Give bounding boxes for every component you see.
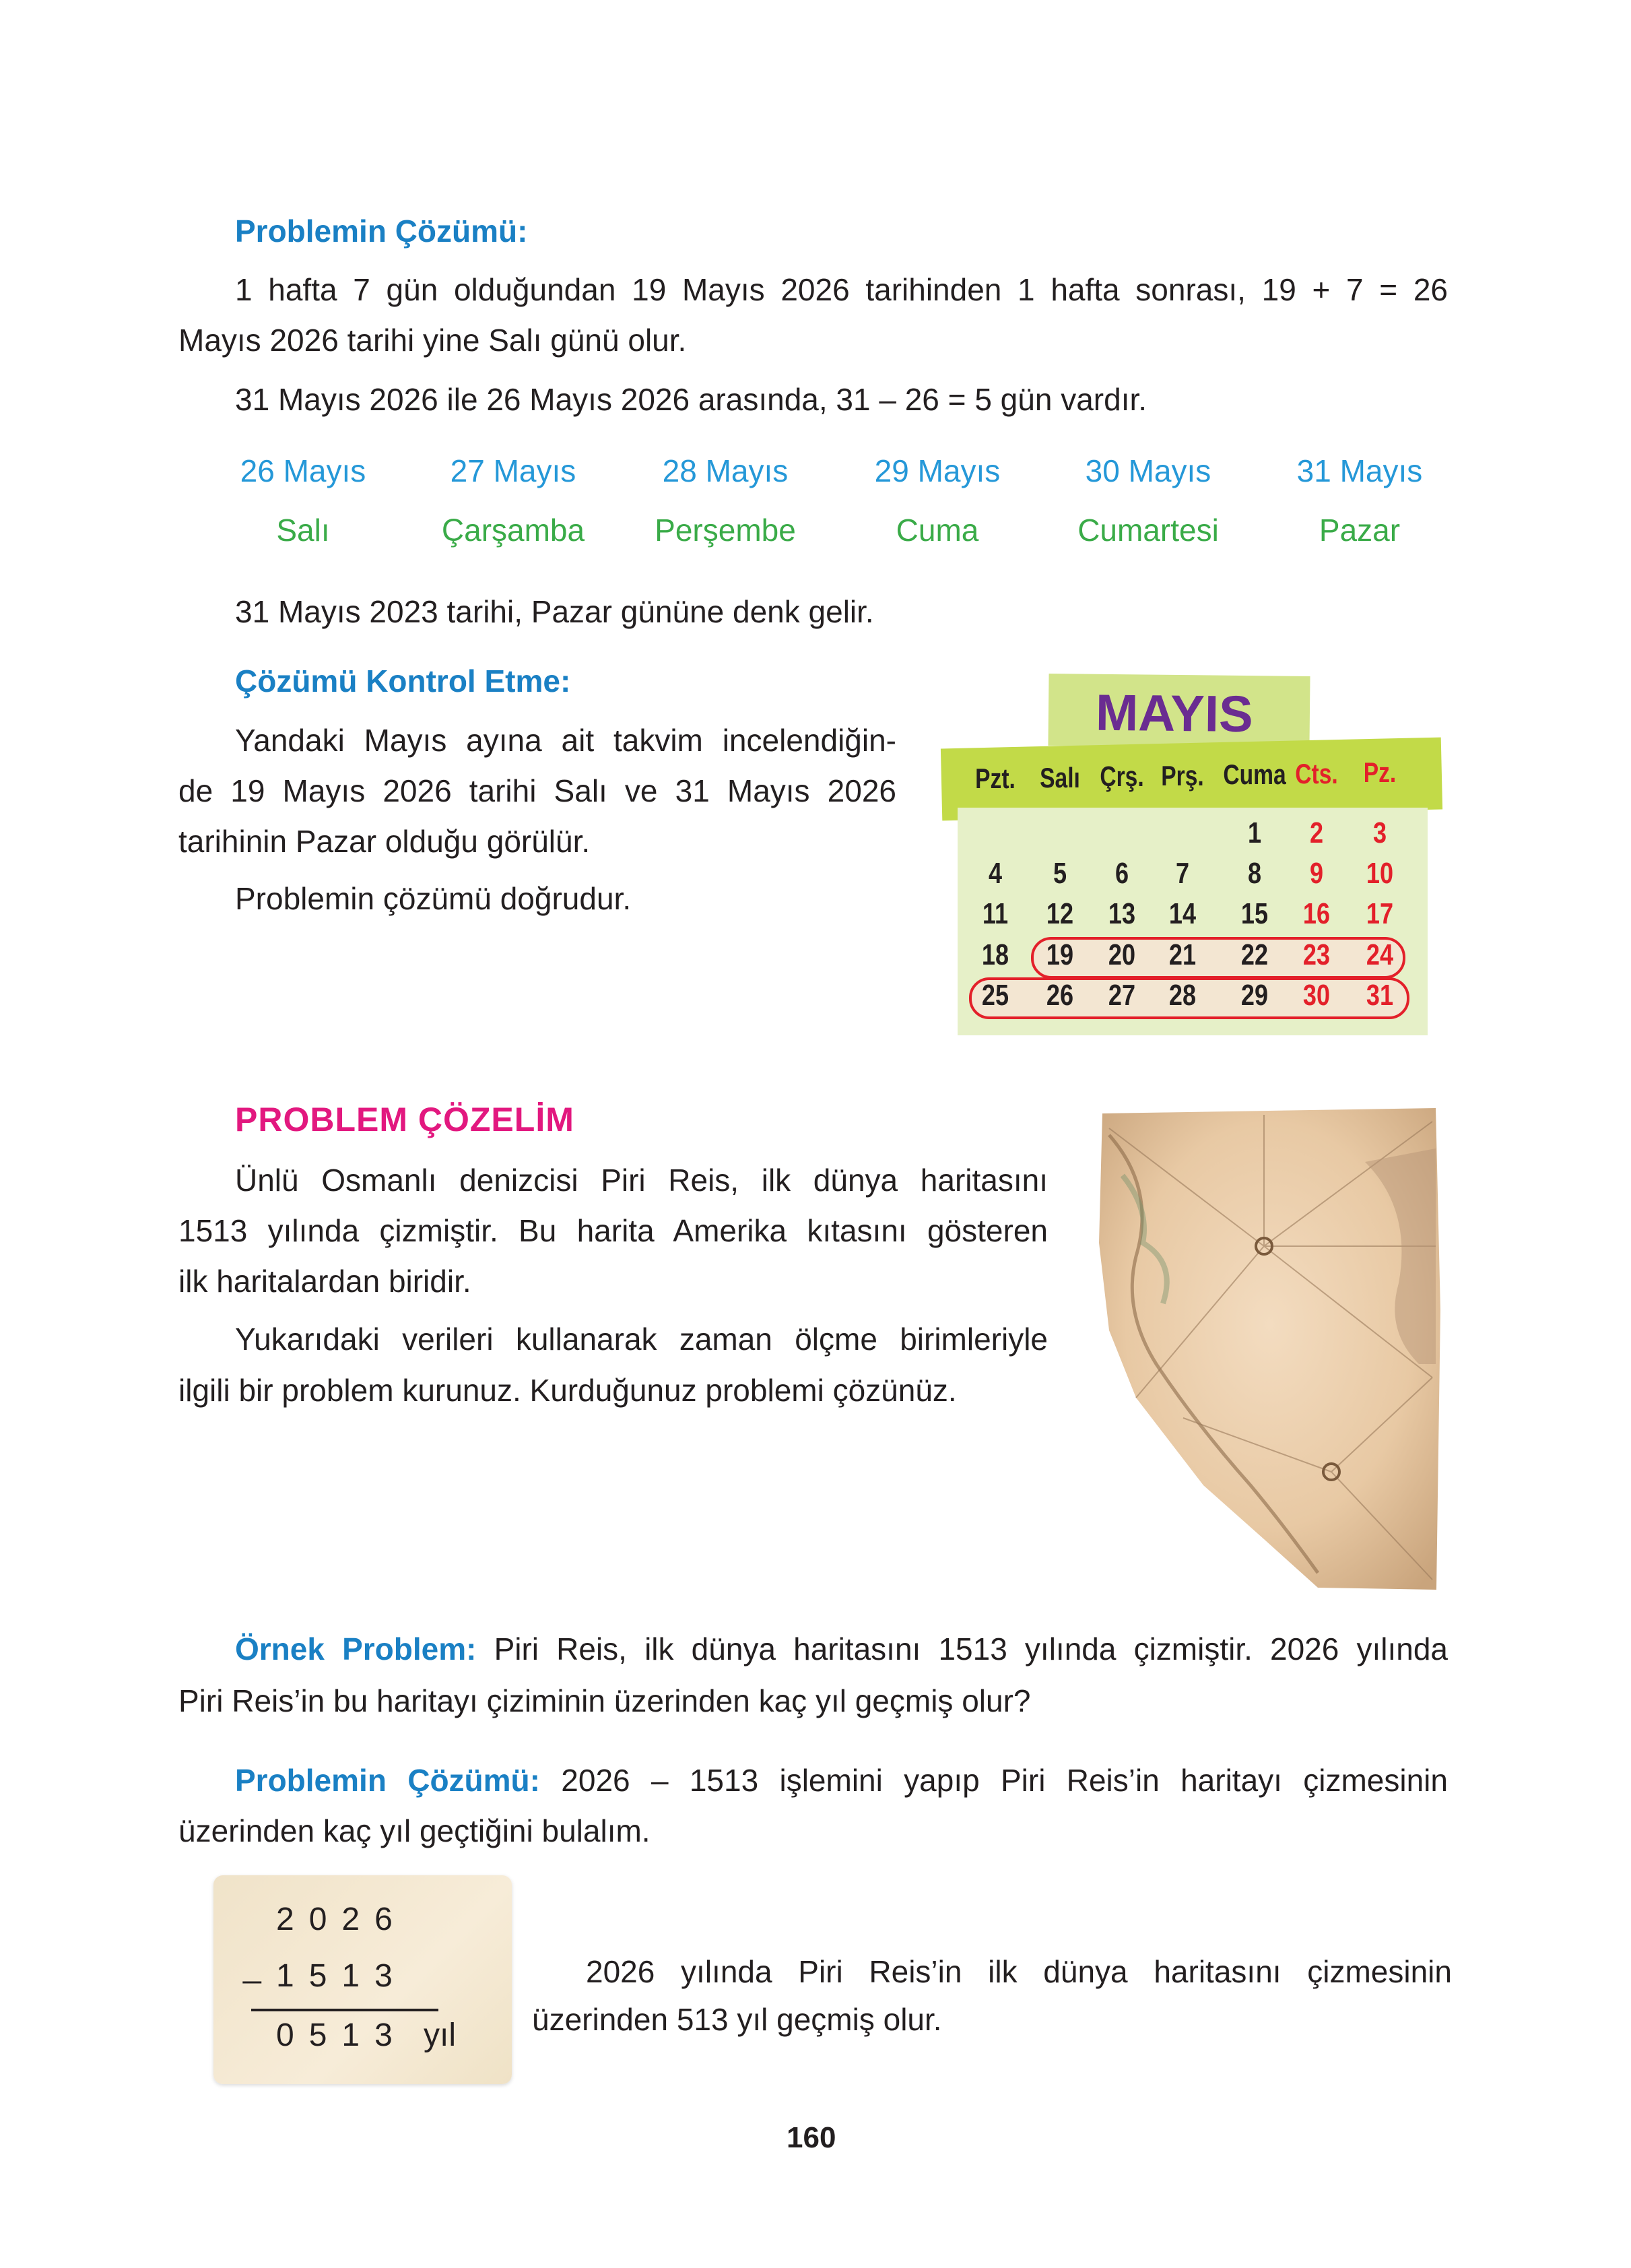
calendar-title-band: [1048, 674, 1310, 748]
calendar-day: 18: [981, 938, 1009, 971]
paragraph-line: Mayıs 2026 tarihi yine Salı günü olur.: [178, 323, 687, 358]
answer-line: üzerinden 513 yıl geçmiş olur.: [532, 2002, 942, 2037]
calendar-day: 28: [1168, 979, 1197, 1012]
calendar-day: 9: [1309, 857, 1324, 890]
operator: _: [243, 1949, 261, 1984]
paragraph-line: 1513 yılında çizmiştir. Bu harita Amerika kıtasını gösteren: [178, 1213, 1048, 1248]
calendar-day: 3: [1372, 816, 1387, 849]
calendar-day: 19: [1046, 938, 1074, 971]
calendar-day: 16: [1302, 897, 1331, 930]
day-label: Pazar: [1319, 513, 1401, 548]
calendar-day: 22: [1240, 938, 1269, 971]
calendar-day: 5: [1053, 857, 1067, 890]
calendar-day: 8: [1247, 857, 1262, 890]
date-label: 29 Mayıs: [874, 453, 1001, 488]
calendar-day: 7: [1175, 857, 1190, 890]
paragraph-line: ilgili bir problem kurunuz. Kurduğunuz problemi çözünüz.: [178, 1373, 957, 1408]
calendar-day: 6: [1114, 857, 1129, 890]
difference: 0513: [276, 2017, 407, 2053]
paragraph-line: Yukarıdaki verileri kullanarak zaman ölçme birimleriyle: [235, 1322, 1048, 1357]
calendar-header-2: Çrş.: [1100, 760, 1144, 792]
calendar-day: 15: [1240, 897, 1269, 930]
calendar-day: 10: [1366, 857, 1394, 890]
section1-heading: Problemin Çözümü:: [235, 214, 528, 249]
paragraph-line: 31 Mayıs 2026 ile 26 Mayıs 2026 arasında, 31 – 26 = 5 gün vardır.: [235, 382, 1147, 417]
calendar-day: 13: [1108, 897, 1136, 930]
section2-heading: Çözümü Kontrol Etme:: [235, 663, 571, 699]
date-label: 31 Mayıs: [1296, 453, 1423, 488]
date-label: 27 Mayıs: [450, 453, 576, 488]
date-label: 28 Mayıs: [662, 453, 789, 488]
calendar-day: 4: [988, 857, 1003, 890]
highlight-week-19: [1031, 937, 1405, 979]
example-line: [235, 1630, 1448, 1668]
calendar-day: 1: [1247, 816, 1262, 849]
calendar-day: 20: [1108, 938, 1136, 971]
subtraction-card: [213, 1875, 512, 2084]
result-line: [251, 2009, 438, 2011]
calendar-day: 31: [1366, 979, 1394, 1012]
solution-line: üzerinden kaç yıl geçtiğini bulalım.: [178, 1813, 651, 1848]
calendar-header-6: Pz.: [1363, 756, 1397, 788]
paragraph-line: Ünlü Osmanlı denizcisi Piri Reis, ilk dünya haritasını: [235, 1163, 1048, 1198]
calendar-header-0: Pzt.: [975, 763, 1016, 794]
paragraph-line: 1 hafta 7 gün olduğundan 19 Mayıs 2026 tarihinden 1 hafta sonrası, 19 + 7 = 26: [235, 272, 1448, 307]
example-line: Piri Reis’in bu haritayı çiziminin üzerinden kaç yıl geçmiş olur?: [178, 1683, 1031, 1718]
solution-label: Problemin Çözümü:: [235, 1763, 540, 1798]
day-label: Cumartesi: [1077, 513, 1219, 548]
date-label: 30 Mayıs: [1085, 453, 1211, 488]
calendar-day: 29: [1240, 979, 1269, 1012]
paragraph-line: de 19 Mayıs 2026 tarihi Salı ve 31 Mayıs 2026: [178, 773, 896, 808]
calendar-month: MAYIS: [1095, 684, 1254, 744]
calendar-day: 21: [1168, 938, 1197, 971]
example-label: Örnek Problem:: [235, 1631, 477, 1666]
piri-reis-map-image: [1096, 1108, 1442, 1594]
calendar-day: 23: [1302, 938, 1331, 971]
paragraph-line: ilk haritalardan biridir.: [178, 1264, 471, 1299]
calendar-header-3: Prş.: [1161, 759, 1204, 791]
calendar-day: 25: [981, 979, 1009, 1012]
day-label: Çarşamba: [441, 513, 585, 548]
unit: yıl: [424, 2017, 456, 2053]
page-number: 160: [787, 2121, 836, 2154]
paragraph-line: Yandaki Mayıs ayına ait takvim incelendiğin-: [235, 723, 896, 758]
day-label: Salı: [276, 513, 330, 548]
calendar-day: 2: [1309, 816, 1324, 849]
minuend: 2026: [276, 1902, 407, 1937]
example-text: Piri Reis, ilk dünya haritasını 1513 yılında çizmiştir. 2026 yılında: [476, 1631, 1449, 1666]
conclusion-text: 31 Mayıs 2023 tarihi, Pazar gününe denk gelir.: [235, 594, 874, 629]
calendar-day: 30: [1302, 979, 1331, 1012]
calendar-header-5: Cts.: [1295, 757, 1338, 789]
calendar-day: 17: [1366, 897, 1394, 930]
solution-text: 2026 – 1513 işlemini yapıp Piri Reis’in haritayı çizmesinin: [539, 1763, 1448, 1798]
result-text: Problemin çözümü doğrudur.: [235, 881, 632, 916]
calendar-day: 26: [1046, 979, 1074, 1012]
calendar-day: 27: [1108, 979, 1136, 1012]
answer-line: 2026 yılında Piri Reis’in ilk dünya haritasını çizmesinin: [586, 1954, 1452, 1989]
calendar-day: 14: [1168, 897, 1197, 930]
calendar-day: 11: [982, 897, 1009, 930]
calendar-header-1: Salı: [1040, 761, 1080, 793]
calendar-header-4: Cuma: [1223, 758, 1286, 790]
solution-line: [235, 1761, 1448, 1799]
calendar-day: 12: [1046, 897, 1074, 930]
section3-heading: PROBLEM ÇÖZELİM: [235, 1101, 574, 1138]
paragraph-line: tarihinin Pazar olduğu görülür.: [178, 824, 591, 859]
day-label: Perşembe: [655, 513, 796, 548]
date-label: 26 Mayıs: [240, 453, 366, 488]
calendar-day: 24: [1366, 938, 1394, 971]
day-label: Cuma: [896, 513, 979, 548]
subtrahend: 1513: [276, 1958, 407, 1994]
